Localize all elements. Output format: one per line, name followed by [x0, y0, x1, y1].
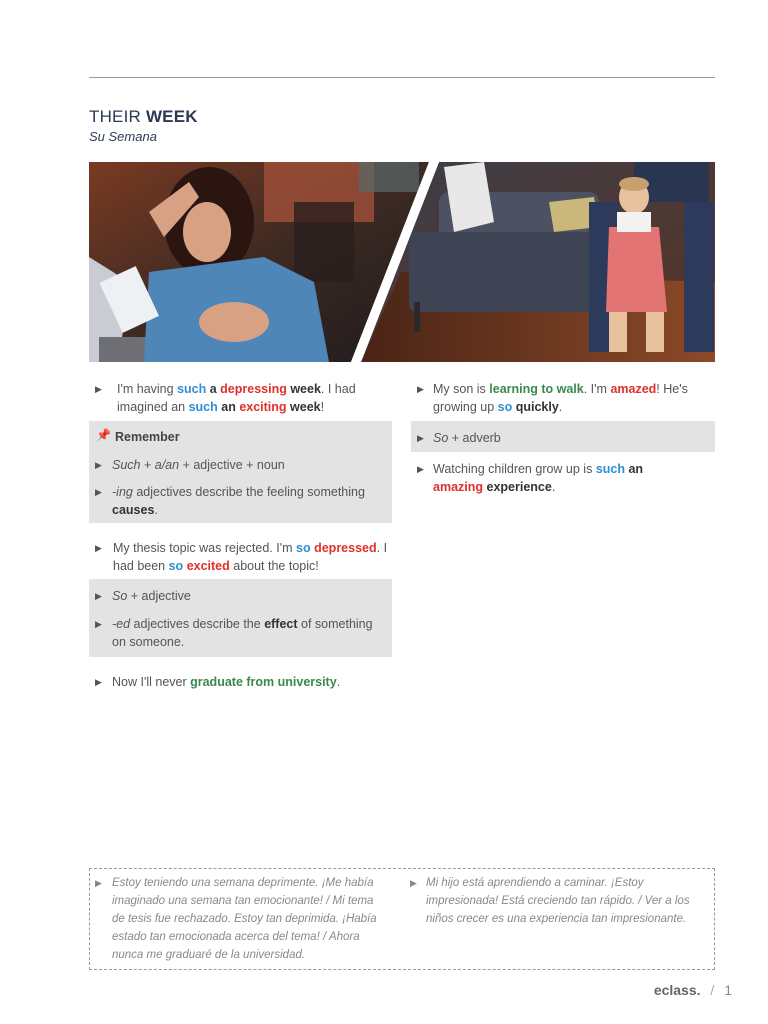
pin-icon: 📌	[96, 428, 111, 442]
sentence-learning-to-walk: ▶ My son is learning to walk. I'm amazed! He's growing up so quickly.	[417, 382, 688, 414]
bullet-arrow-icon: ▶	[95, 384, 102, 394]
page-subtitle: Su Semana	[89, 129, 157, 144]
top-divider	[89, 77, 715, 78]
page-title	[89, 107, 198, 127]
translation-right: ▶ Mi hijo está aprendiendo a caminar. ¡Estoy impresionada! Está creciendo tan rápido. / Ver a los niños crecer es una experiencia tan impresionante.	[410, 874, 705, 928]
bullet-arrow-icon: ▶	[95, 460, 102, 470]
title-light: THEIR	[89, 107, 141, 126]
bullet-arrow-icon: ▶	[95, 677, 102, 687]
title-bold: WEEK	[145, 107, 198, 126]
rule-so-adverb: ▶ So + adverb	[417, 431, 501, 445]
bullet-arrow-icon: ▶	[417, 433, 424, 443]
bullet-arrow-icon: ▶	[417, 384, 424, 394]
rule-such-a-an: ▶ Such + a/an + adjective + noun	[95, 458, 285, 472]
sentence-graduate: ▶ Now I'll never graduate from university.	[95, 675, 341, 689]
bullet-arrow-icon: ▶	[95, 487, 102, 497]
sentence-so-depressed: ▶ My thesis topic was rejected. I'm so depressed. I had been so excited about the topic!	[95, 541, 388, 573]
header-photos	[89, 162, 715, 362]
translation-left: ▶ Estoy teniendo una semana deprimente. ¡Me había imaginado una semana tan emocionante! / Mi tema de tesis fue rechazado. Estoy tan deprimida. ¡Había estado tan emocionada acerca del tema! / Ahora nunca me graduaré de la universidad.	[95, 874, 385, 964]
rule-ing-adjectives: ▶ -ing adjectives describe the feeling something causes.	[95, 485, 365, 517]
rule-ed-adjectives: ▶ -ed adjectives describe the effect of something on someone.	[95, 617, 373, 649]
bullet-arrow-icon: ▶	[417, 464, 424, 474]
remember-title: Remember	[115, 430, 180, 444]
page-separator: /	[710, 982, 715, 998]
bullet-arrow-icon: ▶	[95, 591, 102, 601]
rule-so-adjective: ▶ So + adjective	[95, 589, 191, 603]
sentence-amazing-experience: ▶ Watching children grow up is such an amazing experience.	[417, 462, 644, 494]
page-number: 1	[724, 982, 732, 998]
footer	[654, 982, 732, 998]
bullet-arrow-icon: ▶	[95, 878, 102, 888]
sentence-such-depressing: ▶ I'm having such a depressing week. I had imagined an such an exciting week!	[95, 382, 356, 414]
bullet-arrow-icon: ▶	[410, 878, 417, 888]
bullet-arrow-icon: ▶	[95, 619, 102, 629]
eclass-logo: eclass.	[653, 982, 701, 998]
bullet-arrow-icon: ▶	[95, 543, 102, 553]
